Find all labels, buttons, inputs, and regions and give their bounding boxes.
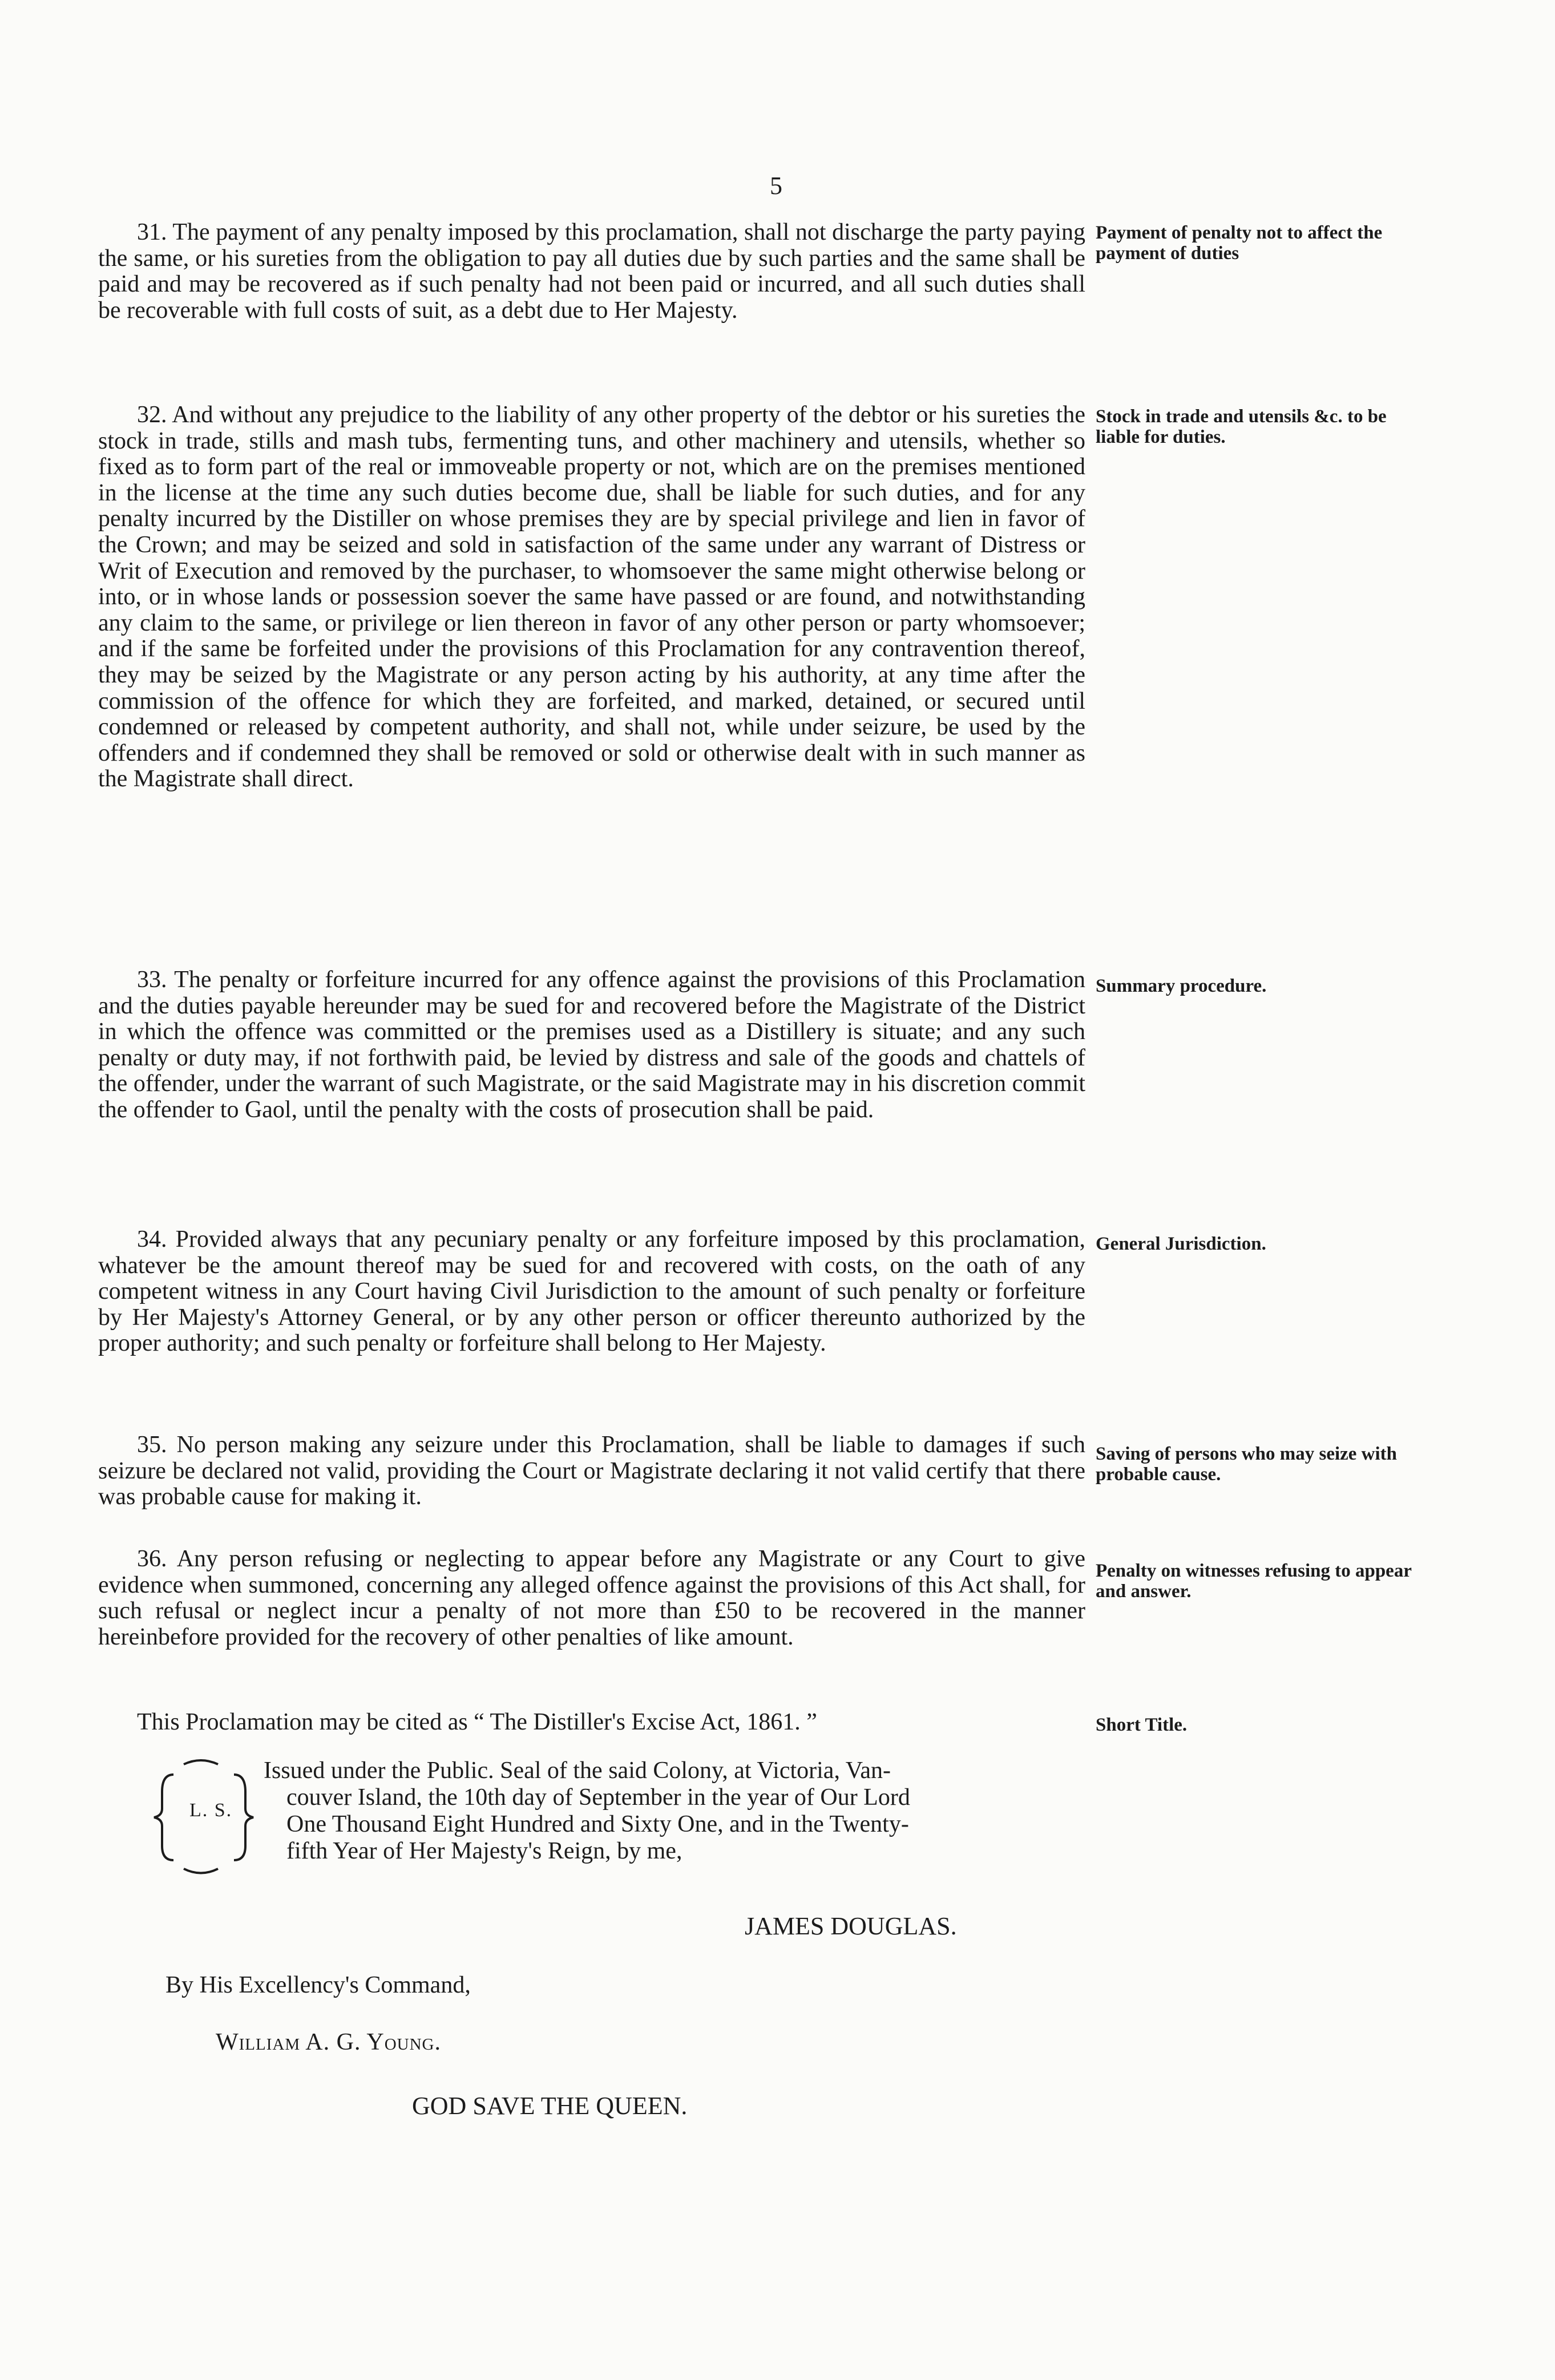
section-32-text: 32. And without any prejudice to the liability of any other property of the debtor or his sureties the stock in trade, stills and mash tubs, fermenting tuns, and other machinery and utensils, whether so fixed as to form part of the real or immoveable property or not, which are on the premises mentioned in the license at the time any such duties become due, shall be liable for such duties, and for any penalty incurred by the Distiller on whose premises they are by special privilege and lien in favor of the Crown; and may be seized and sold in satisfaction of the same under any warrant of Distress or Writ of Execution and removed by the purchaser, to whomsoever the same might otherwise belong or into, or in whose lands or possession soever the same have passed or are found, and notwithstanding any claim to the same, or privilege or lien thereon in favor of any other person or party whomsoever; and if the same be forfeited under the provisions of this Proclamation for any contravention thereof, they may be seized by the Magistrate or any person acting by his authority, at any time after the commission of the offence for which they are forfeited, and marked, detained, or secured until condemned or released by competent authority, and shall not, while under seizure, be used by the offenders and if condemned they shall be removed or sold or otherwise dealt with in such manner as the Magistrate shall direct. <box>98 402 1085 793</box>
issued-line: Issued under the Public. Seal of the said Colony, at Victoria, Van- <box>264 1757 891 1784</box>
section-31 <box>98 220 1085 324</box>
secretary-name: William A. G. Young. <box>216 2029 442 2055</box>
margin-note-36: Penalty on witnesses refusing to appear and answer. <box>1096 1561 1412 1602</box>
section-31-text: 31. The payment of any penalty imposed by this proclamation, shall not discharge the party paying the same, or his sureties from the obligation to pay all duties due by such parties and the same shall be paid and may be recovered as if such penalty had not been paid or incurred, and all such duties shall be recoverable with full costs of suit, as a debt due to Her Majesty. <box>98 219 1085 324</box>
issued-line: fifth Year of Her Majesty's Reign, by me, <box>286 1838 682 1864</box>
section-34 <box>98 1227 1085 1357</box>
margin-note-short-title: Short Title. <box>1096 1715 1188 1735</box>
issued-line: couver Island, the 10th day of September in the year of Our Lord <box>286 1784 910 1811</box>
section-36-text: 36. Any person refusing or neglecting to appear before any Magistrate or any Court to give evidence when summoned, concerning any alleged offence against the provisions of this Act shall, for such refusal or neglect incur a penalty of not more than £50 to be recovered in the manner hereinbefore provided for the recovery of other penalties of like amount. <box>98 1546 1085 1650</box>
section-33 <box>98 967 1085 1124</box>
command-line: By His Excellency's Command, <box>165 1972 471 1998</box>
seal-label: L. S. <box>189 1800 233 1821</box>
issued-line: One Thousand Eight Hundred and Sixty One, and in the Twenty- <box>286 1811 909 1837</box>
section-32 <box>98 402 1085 793</box>
section-35-text: 35. No person making any seizure under this Proclamation, shall be liable to damages if such seizure be declared not valid, providing the Court or Magistrate declaring it not valid certify that there was probable cause for making it. <box>98 1432 1085 1510</box>
section-36 <box>98 1546 1085 1650</box>
seal-mark <box>150 1752 258 1883</box>
section-35 <box>98 1432 1085 1510</box>
margin-note-31: Payment of penalty not to affect the payment of duties <box>1096 223 1383 264</box>
margin-note-34: General Jurisdiction. <box>1096 1234 1266 1254</box>
margin-note-35: Saving of persons who may seize with probable cause. <box>1096 1444 1398 1485</box>
issued-statement <box>264 1757 1085 1865</box>
short-title-citation: This Proclamation may be cited as “ The Distiller's Excise Act, 1861. ” <box>137 1709 817 1735</box>
page-number: 5 <box>770 172 782 200</box>
governor-signature: JAMES DOUGLAS. <box>745 1912 957 1940</box>
closing-line: GOD SAVE THE QUEEN. <box>412 2092 688 2120</box>
margin-note-33: Summary procedure. <box>1096 976 1267 996</box>
section-33-text: 33. The penalty or forfeiture incurred for any offence against the provisions of this Proclamation and the duties payable hereunder may be sued for and recovered before the Magistrate of the District in which the offence was committed or the premises used as a Distillery is situate; and any such penalty or duty may, if not forthwith paid, be levied by distress and sale of the goods and chattels of the offender, under the warrant of such Magistrate, or the said Magistrate may in his discretion commit the offender to Gaol, until the penalty with the costs of prosecution shall be paid. <box>98 967 1085 1123</box>
section-34-text: 34. Provided always that any pecuniary penalty or any forfeiture imposed by this proclamation, whatever be the amount thereof may be sued for and recovered with costs, on the oath of any competent witness in any Court having Civil Jurisdiction to the amount of such penalty or forfeiture by Her Majesty's Attorney General, or by any other person or officer thereunto authorized by the proper authority; and such penalty or forfeiture shall belong to Her Majesty. <box>98 1226 1085 1357</box>
margin-note-32: Stock in trade and utensils &c. to be liable for duties. <box>1096 406 1387 447</box>
